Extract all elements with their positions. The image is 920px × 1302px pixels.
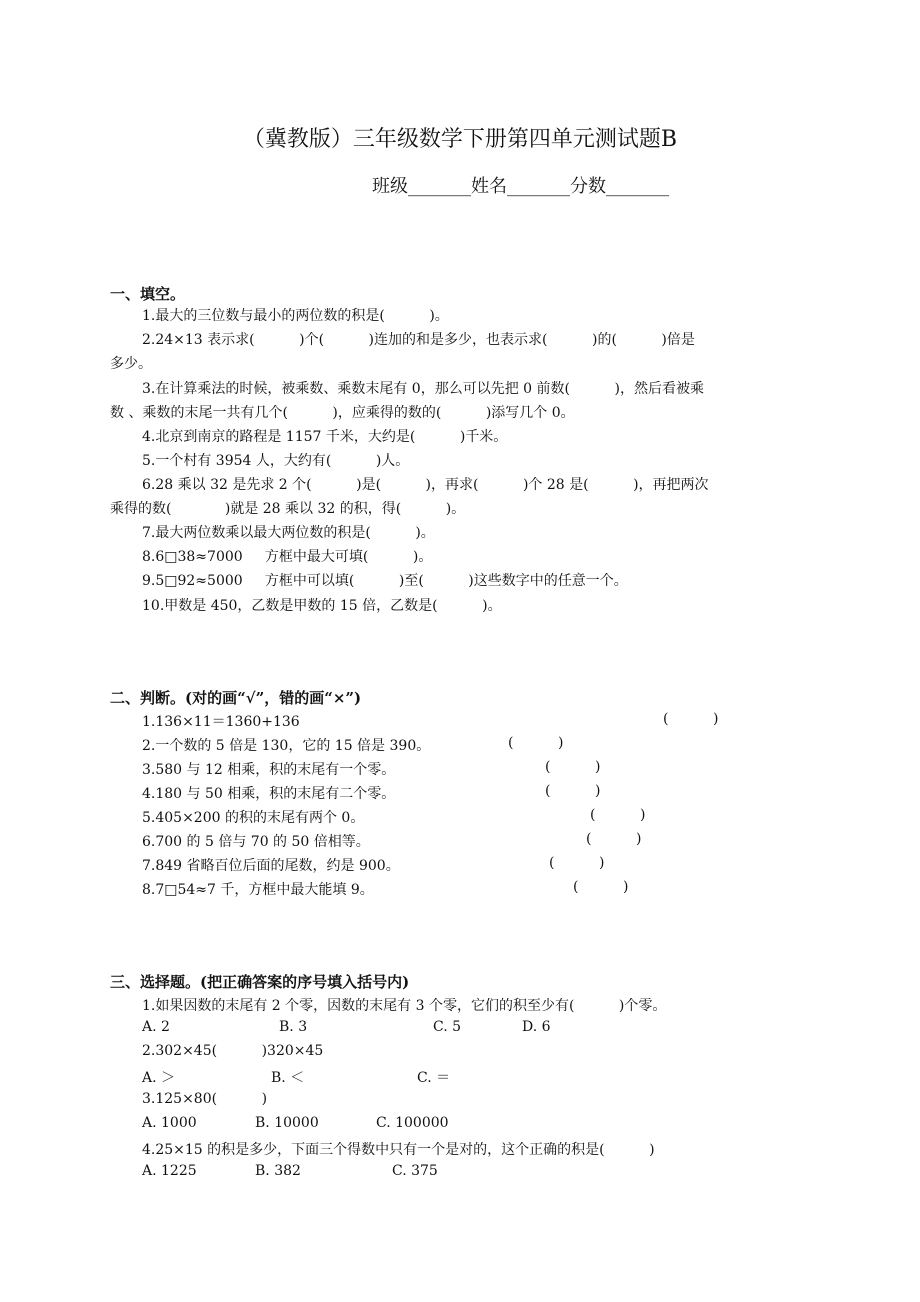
student-info-line: 班级_______姓名_______分数_______	[372, 176, 669, 197]
judge-answer-8: ( )	[573, 879, 629, 895]
choice-q1-opt-b: B. 3	[279, 1019, 308, 1035]
judge-answer-4: ( )	[545, 783, 601, 799]
judge-item-6: 6.700 的 5 倍与 70 的 50 倍相等。	[142, 834, 370, 850]
fill-q3: 3.在计算乘法的时候，被乘数、乘数末尾有 0，那么可以先把 0 前数( )，然后看被乘	[142, 381, 704, 397]
fill-q7: 7.最大两位数乘以最大两位数的积是( )。	[142, 525, 435, 541]
choice-q4-opt-c: C. 375	[392, 1163, 438, 1179]
fill-q5: 5.一个村有 3954 人，大约有( )人。	[142, 453, 410, 469]
fill-q8: 8.6□38≈7000 方框中最大可填( )。	[142, 549, 433, 565]
choice-q4-opt-b: B. 382	[255, 1163, 301, 1179]
choice-q2-opt-b: B. ＜	[271, 1070, 305, 1086]
fill-q6-cont: 乘得的数( )就是 28 乘以 32 的积，得( )。	[110, 501, 466, 517]
page-title: （冀教版）三年级数学下册第四单元测试题B	[242, 127, 678, 152]
judge-answer-5: ( )	[590, 807, 646, 823]
fill-q2: 2.24×13 表示求( )个( )连加的和是多少，也表示求( )的( )倍是	[142, 332, 695, 348]
section1-heading: 一、填空。	[110, 285, 186, 303]
fill-q1: 1.最大的三位数与最小的两位数的积是( )。	[142, 308, 449, 324]
judge-answer-6: ( )	[586, 831, 642, 847]
choice-q1-opt-a: A. 2	[142, 1019, 170, 1035]
judge-answer-1: ( )	[663, 711, 719, 727]
section3-heading: 三、选择题。(把正确答案的序号填入括号内)	[110, 973, 410, 991]
choice-q1-opt-d: D. 6	[522, 1019, 551, 1035]
choice-q3-opt-b: B. 10000	[255, 1115, 319, 1131]
fill-q6: 6.28 乘以 32 是先求 2 个( )是( )，再求( )个 28 是( )，再把两次	[142, 477, 709, 493]
judge-item-4: 4.180 与 50 相乘，积的末尾有二个零。	[142, 786, 396, 802]
choice-q1: 1.如果因数的末尾有 2 个零，因数的末尾有 3 个零，它们的积至少有( )个零。	[142, 998, 667, 1014]
section2-heading: 二、判断。(对的画“√”，错的画“×”)	[110, 689, 362, 707]
fill-q10: 10.甲数是 450，乙数是甲数的 15 倍，乙数是( )。	[142, 598, 502, 614]
fill-q2-cont: 多少。	[110, 356, 152, 372]
fill-q4: 4.北京到南京的路程是 1157 千米，大约是( )千米。	[142, 429, 508, 445]
judge-answer-3: ( )	[545, 759, 601, 775]
judge-item-7: 7.849 省略百位后面的尾数，约是 900。	[142, 858, 400, 874]
choice-q1-opt-c: C. 5	[433, 1019, 462, 1035]
judge-item-8: 8.7□54≈7 千，方框中最大能填 9。	[142, 882, 374, 898]
choice-q2: 2.302×45( )320×45	[142, 1043, 324, 1059]
choice-q4-opt-a: A. 1225	[142, 1163, 197, 1179]
judge-answer-2: ( )	[508, 735, 564, 751]
choice-q3: 3.125×80( )	[142, 1091, 268, 1107]
fill-q9: 9.5□92≈5000 方框中可以填( )至( )这些数字中的任意一个。	[142, 573, 628, 589]
judge-item-3: 3.580 与 12 相乘，积的末尾有一个零。	[142, 762, 396, 778]
choice-q2-opt-a: A. ＞	[142, 1070, 176, 1086]
choice-q3-opt-a: A. 1000	[142, 1115, 197, 1131]
judge-answer-7: ( )	[549, 855, 605, 871]
fill-q3-cont: 数 、乘数的末尾一共有几个( )，应乘得的数的( )添写几个 0。	[110, 405, 575, 421]
judge-item-2: 2.一个数的 5 倍是 130，它的 15 倍是 390。	[142, 738, 431, 754]
choice-q4: 4.25×15 的积是多少，下面三个得数中只有一个是对的，这个正确的积是( )	[142, 1142, 655, 1158]
judge-item-5: 5.405×200 的积的末尾有两个 0。	[142, 810, 365, 826]
choice-q2-opt-c: C. ＝	[417, 1070, 451, 1086]
judge-item-1: 1.136×11＝1360+136	[142, 714, 300, 730]
choice-q3-opt-c: C. 100000	[376, 1115, 449, 1131]
